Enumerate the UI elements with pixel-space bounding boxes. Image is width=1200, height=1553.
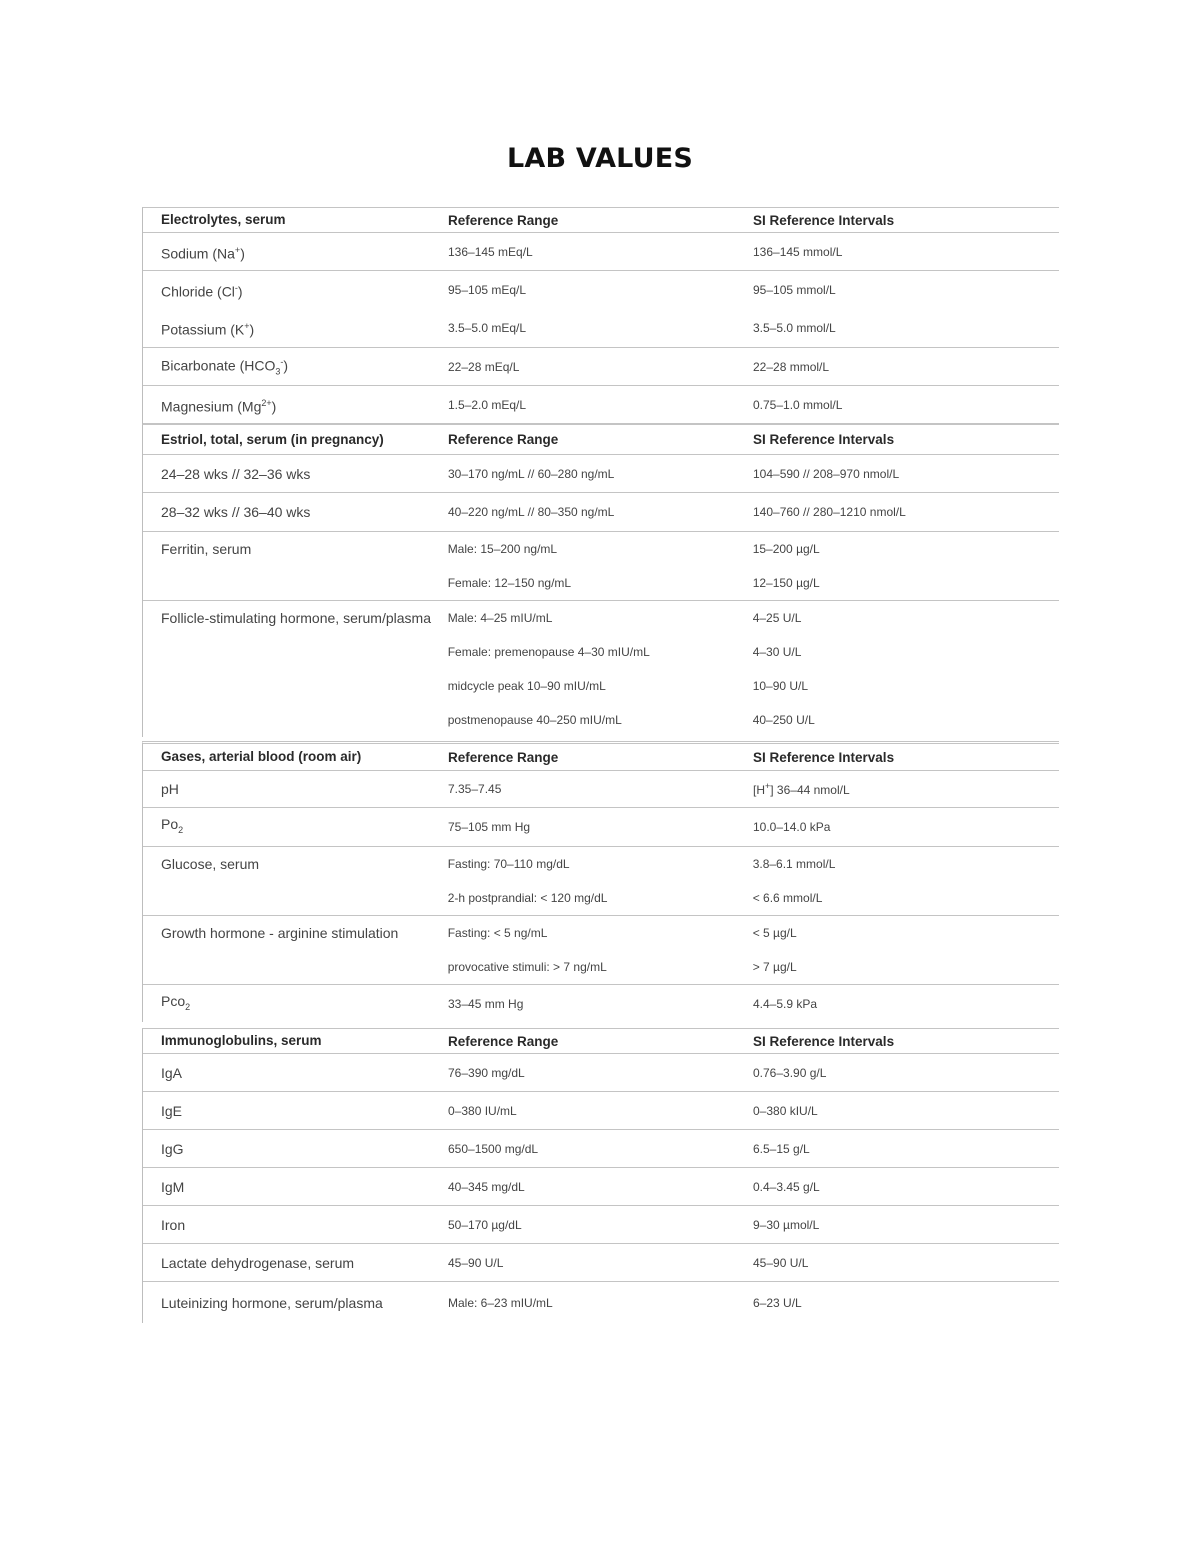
reference-range: 50–170 µg/dL [448, 1217, 522, 1232]
si-interval: 95–105 mmol/L [753, 283, 836, 297]
si-interval: 3.8–6.1 mmol/L [752, 857, 836, 871]
si-interval: 22–28 mmol/L [753, 359, 830, 374]
si-interval: 0.75–1.0 mmol/L [753, 397, 843, 412]
section-estriol [142, 424, 1059, 737]
page-title: LAB VALUES [506, 143, 694, 174]
value-line [448, 532, 1059, 566]
value-line [448, 601, 1059, 635]
reference-range: 95–105 mEq/L [448, 283, 527, 297]
section-header [143, 208, 1059, 233]
si-interval: 12–150 µg/L [752, 576, 820, 590]
test-name: $Po_2$ [161, 816, 184, 835]
si-interval: 4–30 U/L [752, 645, 802, 659]
reference-range: 30–170 ng/mL // 60–280 ng/mL [448, 466, 615, 481]
table-row [143, 985, 1059, 1022]
table-row [143, 348, 1059, 386]
table-row [143, 771, 1059, 808]
si-interval: 40–250 U/L [752, 713, 815, 727]
si-interval: 10.0–14.0 kPa [753, 820, 831, 834]
table-row [143, 1168, 1059, 1206]
reference-range: Fasting: 70–110 mg/dL [447, 857, 570, 871]
column-header-si: SI Reference Intervals [753, 1033, 895, 1049]
table-row-glucose [143, 847, 1059, 916]
test-name: Follicle-stimulating hormone, serum/plasma [161, 610, 431, 626]
section-heading: Estriol, total, serum (in pregnancy) [161, 431, 384, 447]
test-name: 28–32 wks // 36–40 wks [161, 504, 311, 520]
si-interval: 9–30 µmol/L [753, 1217, 820, 1232]
table-row-fsh [143, 601, 1059, 737]
section-immunoglobulins [142, 1028, 1059, 1323]
reference-range: 3.5–5.0 mEq/L [448, 321, 527, 335]
test-name: IgA [161, 1064, 183, 1081]
test-name: Glucose, serum [161, 856, 260, 872]
test-name: IgE [161, 1102, 183, 1119]
value-line [448, 703, 1059, 737]
value-line [448, 669, 1059, 703]
reference-range: 76–390 mg/dL [448, 1065, 525, 1080]
test-name: Luteinizing hormone, serum/plasma [161, 1294, 383, 1311]
reference-range: Female: 12–150 ng/mL [447, 576, 572, 590]
test-name: Growth hormone - arginine stimulation [161, 925, 399, 941]
reference-range: Male: 4–25 mIU/mL [447, 611, 553, 625]
value-line [448, 635, 1059, 669]
value-line [448, 916, 1059, 950]
test-name: Iron [161, 1216, 186, 1233]
reference-range: Male: 6–23 mIU/mL [448, 1295, 553, 1310]
value-line [448, 566, 1059, 600]
column-header-si: SI Reference Intervals [753, 749, 895, 765]
section-heading: Electrolytes, serum [161, 212, 286, 227]
si-interval: 10–90 U/L [752, 679, 809, 693]
reference-range: 33–45 mm Hg [448, 996, 524, 1011]
si-interval: 4.4–5.9 kPa [753, 996, 818, 1011]
reference-range: Fasting: < 5 ng/mL [447, 926, 548, 940]
reference-range: 1.5–2.0 mEq/L [448, 397, 527, 412]
si-interval: < 5 µg/L [752, 926, 797, 940]
si-interval: 3.5–5.0 mmol/L [753, 321, 836, 335]
test-name: Pco$_2$ [161, 992, 191, 1012]
reference-range: Female: premenopause 4–30 mIU/mL [447, 645, 650, 659]
column-header-reference: Reference Range [448, 432, 559, 447]
reference-range: 136–145 mEq/L [448, 244, 533, 259]
reference-range: 40–220 ng/mL // 80–350 ng/mL [448, 505, 615, 519]
si-interval: 15–200 µg/L [752, 542, 820, 556]
test-name: IgG [161, 1140, 184, 1157]
reference-range: 0–380 IU/mL [448, 1103, 517, 1118]
section-electrolytes [142, 207, 1059, 424]
section-gases [142, 741, 1059, 1022]
si-interval: 140–760 // 280–1210 nmol/L [753, 505, 906, 519]
section-header [143, 425, 1059, 455]
si-interval: 104–590 // 208–970 nmol/L [753, 466, 900, 481]
lab-values-table [142, 207, 1059, 1323]
reference-range: postmenopause 40–250 mIU/mL [447, 713, 622, 727]
section-header [143, 1029, 1059, 1054]
test-name: pH [161, 781, 179, 797]
table-row [143, 271, 1059, 309]
test-name: Sodium (Na+) [161, 244, 245, 262]
table-row [143, 1054, 1059, 1092]
si-interval: 0–380 kIU/L [753, 1103, 818, 1118]
value-line [448, 881, 1059, 915]
table-row [143, 309, 1059, 348]
section-heading: Immunoglobulins, serum [161, 1033, 322, 1048]
value-line [448, 847, 1059, 881]
si-interval: 136–145 mmol/L [753, 244, 843, 259]
reference-range: 45–90 U/L [448, 1255, 504, 1270]
test-name: Lactate dehydrogenase, serum [161, 1254, 355, 1271]
si-interval: 0.76–3.90 g/L [753, 1065, 827, 1080]
reference-range: 2-h postprandial: < 120 mg/dL [447, 891, 608, 905]
test-name: Bicarbonate $(HCO_3^-)$ [161, 356, 289, 377]
si-interval: 0.4–3.45 g/L [753, 1179, 820, 1194]
test-name: 24–28 wks // 32–36 wks [161, 465, 311, 482]
section-heading: Gases, arterial blood (room air) [161, 749, 362, 764]
table-row [143, 808, 1059, 847]
test-name: Chloride (Cl-) [161, 283, 243, 300]
reference-range: 22–28 mEq/L [448, 359, 520, 374]
table-row [143, 1092, 1059, 1130]
si-interval: 6.5–15 g/L [753, 1141, 810, 1156]
table-row-growth-hormone [143, 916, 1059, 985]
table-row [143, 1130, 1059, 1168]
test-name: Ferritin, serum [161, 541, 252, 557]
table-row [143, 455, 1059, 493]
reference-range: provocative stimuli: > 7 ng/mL [447, 960, 607, 974]
reference-range: 40–345 mg/dL [448, 1179, 525, 1194]
reference-range: Male: 15–200 ng/mL [447, 542, 558, 556]
reference-range: midcycle peak 10–90 mIU/mL [447, 679, 606, 693]
table-row [143, 1206, 1059, 1244]
table-row [143, 493, 1059, 532]
column-header-reference: Reference Range [448, 749, 559, 765]
value-line [448, 950, 1059, 984]
table-row [143, 233, 1059, 271]
column-header-reference: Reference Range [448, 212, 559, 228]
reference-range: 7.35–7.45 [448, 782, 502, 796]
column-header-si: SI Reference Intervals [753, 432, 895, 447]
reference-range: 75–105 mm Hg [448, 820, 531, 834]
si-interval: 4–25 U/L [752, 611, 802, 625]
column-header-reference: Reference Range [448, 1033, 559, 1049]
si-interval: > 7 µg/L [752, 960, 797, 974]
si-interval: [H+] 36–44 nmol/L [753, 781, 850, 797]
test-name: Magnesium $(Mg^{2+})$ [161, 397, 277, 415]
table-row [143, 386, 1059, 424]
reference-range: 650–1500 mg/dL [448, 1141, 539, 1156]
table-row [143, 1244, 1059, 1282]
table-row-ferritin [143, 532, 1059, 601]
column-header-si: SI Reference Intervals [753, 212, 895, 228]
si-interval: 6–23 U/L [753, 1295, 802, 1310]
si-interval: < 6.6 mmol/L [752, 891, 823, 905]
table-row [143, 1282, 1059, 1323]
test-name: Potassium (K+) [161, 321, 255, 338]
test-name: IgM [161, 1178, 185, 1195]
si-interval: 45–90 U/L [753, 1255, 809, 1270]
section-header [143, 744, 1059, 771]
